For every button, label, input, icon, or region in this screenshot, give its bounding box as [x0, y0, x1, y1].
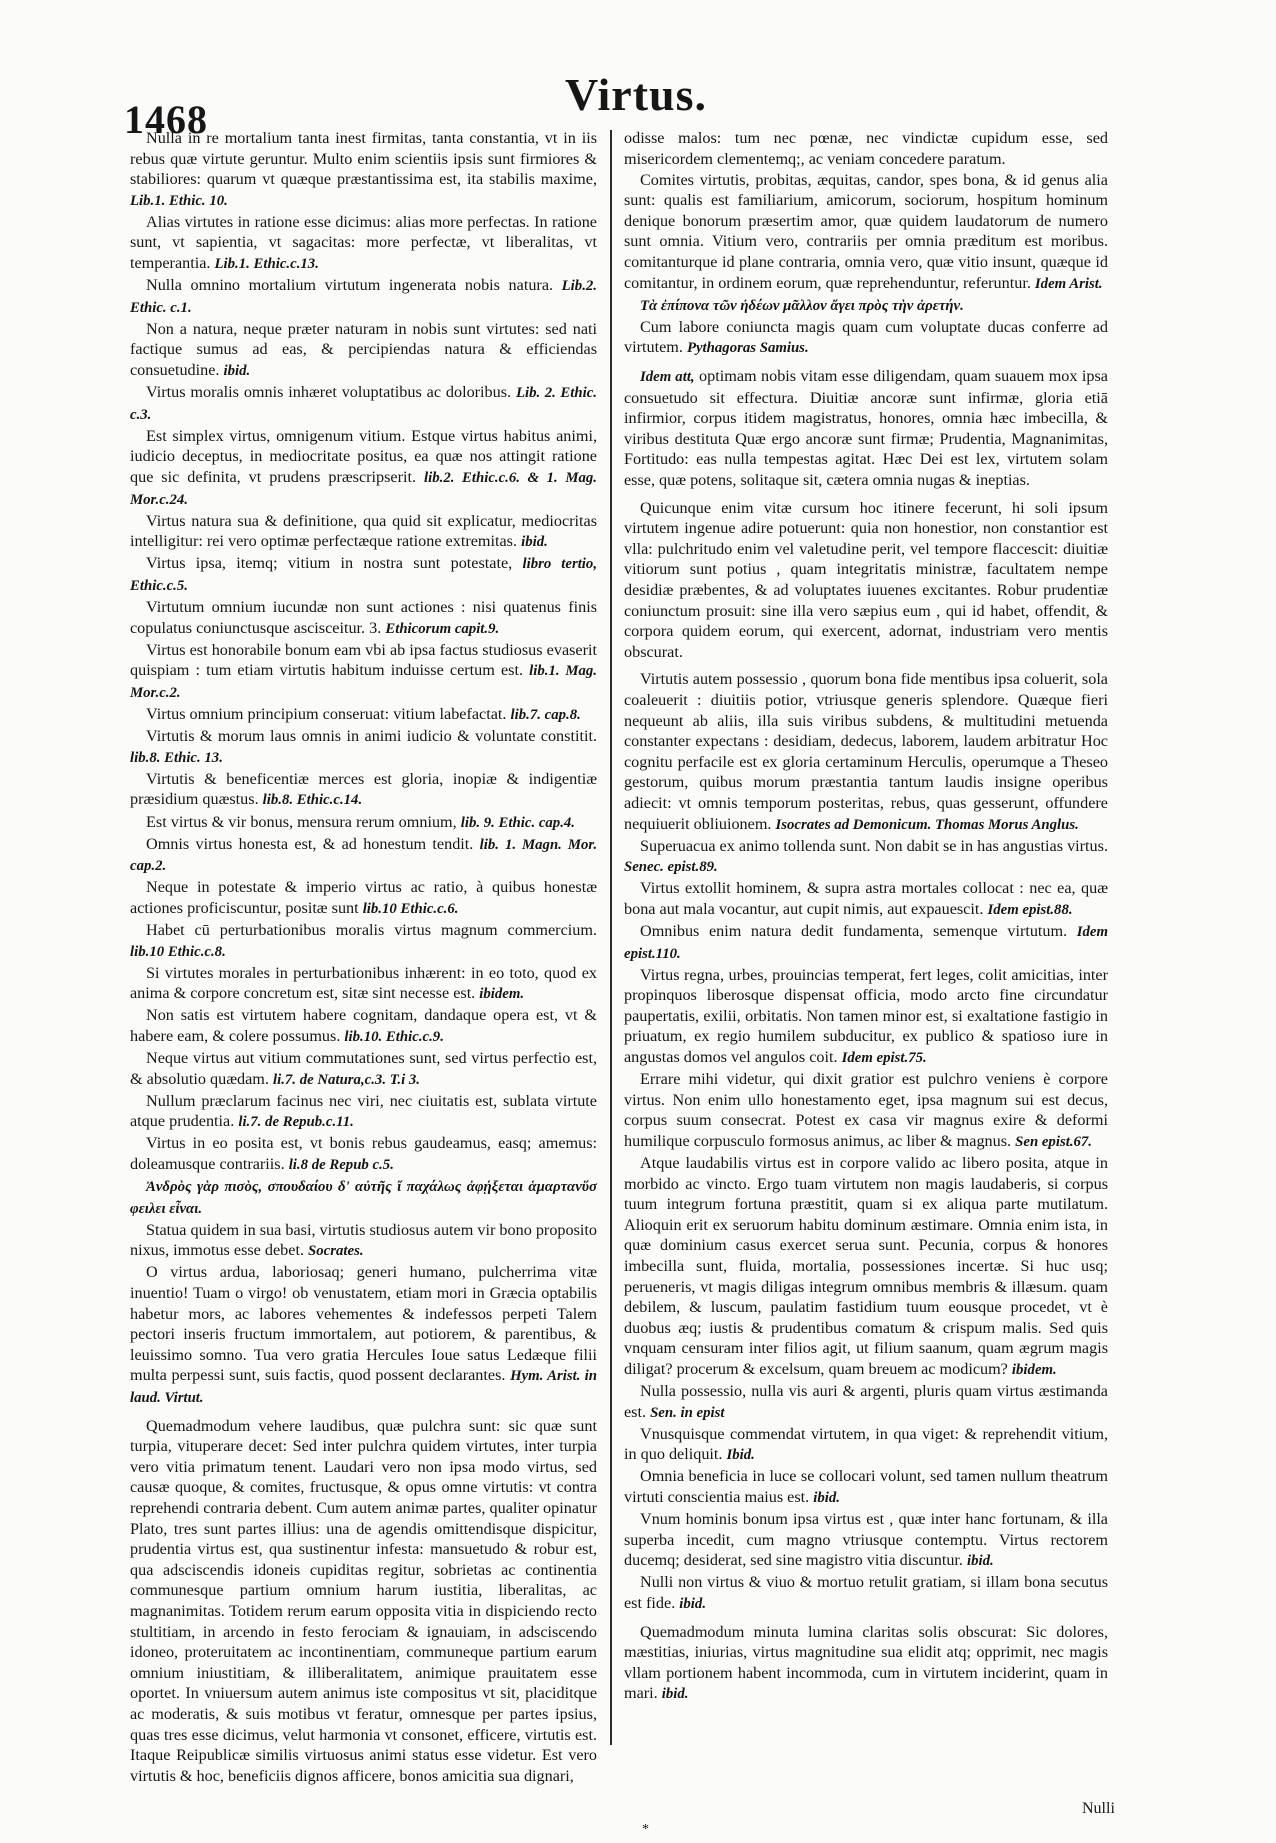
- source-citation: lib.7. cap.8.: [510, 707, 581, 724]
- quotation-text: Superuacua ex animo tollenda sunt. Non dabit se in has angustias virtus.: [640, 836, 1108, 855]
- quotation-text: Virtus regna, urbes, prouincias temperat, fert leges, colit amicitias, inter propinquos liberosque dispensat officia, modo arcto fine circundatur paupertatis, exilii, orbitatis. Non tamen minor est, si exaltatione fastigio in priuatum, ex regio humilem subducitur, ex publico & spatioso iure in angustas domos vel angulos coit.: [624, 965, 1108, 1067]
- source-citation: Idem epist.75.: [841, 1050, 927, 1067]
- quotation-paragraph: [130, 726, 597, 768]
- quotation-paragraph: [130, 769, 597, 811]
- source-citation: li.7. de Natura,c.3. T.i 3.: [272, 1071, 420, 1088]
- greek-quotation: Τὰ ἐπίπονα τῶν ἡδέων μᾶλλον ἄγει πρὸς τὴν ἀρετήν.: [640, 297, 964, 314]
- source-citation: ibid.: [813, 1490, 840, 1506]
- source-citation: Pythagoras Samius.: [686, 340, 809, 357]
- quotation-text: Virtutis & beneficentiæ merces est gloria, inopiæ & indigentiæ præsidium quæstus.: [130, 769, 597, 809]
- quotation-paragraph: [624, 1069, 1108, 1152]
- quotation-text: Comites virtutis, probitas, æquitas, candor, spes bona, & id genus alia sunt: qualis est familiarium, amicorum, sociorum, hospitum hominum denique bonorum præsertim amor, quæ quidem laudatorum de numero sunt omnia. Vitium vero, contrariis per omnia præditum est moribus. comitanturque id plane contraria, omnia vero, quæ vitio insunt, quæque id comitantur, in ordinem eorum, quæ reprehenduntur, referuntur.: [624, 170, 1108, 292]
- quotation-text: Virtutum omnium iucundæ non sunt actiones : nisi quatenus finis copulatus coniunctusque ascisceitur. 3.: [130, 598, 597, 637]
- quotation-text: Est virtus & vir bonus, mensura rerum omnium,: [146, 812, 457, 831]
- quotation-paragraph: [130, 834, 597, 877]
- quotation-text: Statua quidem in sua basi, virtutis studiosus autem vir bono proposito nixus, immotus esse debet.: [130, 1220, 597, 1260]
- quotation-text: Habet cū perturbationibus moralis virtus magnum commercium.: [146, 920, 597, 939]
- source-citation: Idem epist.88.: [987, 901, 1073, 918]
- quotation-paragraph: [130, 963, 597, 1005]
- source-citation: Lib.1. Ethic. 10.: [130, 192, 228, 209]
- quotation-text: Omnibus enim natura dedit fundamenta, semenque virtutum.: [640, 921, 1068, 940]
- speaker-attribution: Idem att,: [640, 369, 695, 386]
- source-citation: lib.10 Ethic.c.6.: [362, 900, 459, 917]
- quotation-text: Vnusquisque commendat virtutem, in qua viget: & reprehendit vitium, in quo deliquit.: [624, 1424, 1108, 1464]
- quotation-paragraph: [130, 319, 597, 382]
- quotation-paragraph: [624, 295, 1108, 317]
- source-citation: lib.10. Ethic.c.9.: [344, 1028, 444, 1045]
- quotation-text: Omnia beneficia in luce se collocari volunt, sed tamen nullum theatrum virtuti conscientia maius est.: [624, 1467, 1108, 1506]
- quotation-paragraph: [624, 1153, 1108, 1381]
- quotation-text: Nulli non virtus & viuo & mortuo retulit gratiam, si illam bona secutus est fide.: [624, 1573, 1108, 1612]
- quotation-text: Virtus ipsa, itemq; vitium in nostra sunt potestate,: [146, 554, 513, 573]
- quotation-paragraph: [624, 1572, 1108, 1614]
- source-citation: li.8 de Repub c.5.: [288, 1157, 394, 1173]
- quotation-paragraph: [130, 1416, 597, 1787]
- source-citation: Idem Arist.: [1034, 275, 1103, 292]
- quotation-paragraph: [130, 212, 597, 275]
- quotation-text: Atque laudabilis virtus est in corpore valido ac libero posita, atque in morbido ac vincto. Ergo tuam virtutem non magis laudaberis, si corpus tuum integrum fortuna præstitit, quam si ex aliqua parte mutilatum. Alioquin erit ex seruorum habitu dominum æstimare. Omnia enim ista, in quæ dominium casus exercet serua sunt. Pecunia, corpus & honores imbecilla sunt, fluida, mortalia, possessiones incertæ. Si huc usq; perueneris, vt magis diligas integrum omnibus membris & illæsum. quam debilem, & luscum, paulatim fastidium tuum eousque procedet, vt è duobus æq; iustis & prudentibus comatum & crispum malis. Sed quis vnquam censuram inter filios agit, ut filium saanum, quam ægrum magis diligat? procerum & excelsum, quam breuem ac modicum?: [624, 1154, 1108, 1378]
- quotation-text: Virtutis autem possessio , quorum bona fide mentibus ipsa coluerit, sola coaleuerit : diuitiis potior, vtriusque generis splendore. Quæque fieri nequeunt ab aliis, illa suis viribus subdens, & multitudini metuenda constanter expectans : desidiam, dedecus, laborem, laudem arbitratur Hoc cognitu perfacile est ex gloria certaminum Herculis, operumque a Theseo gestorum, quibus morum præstantia tantum laudis insigne operibus adiecit: vt omnis temporum posteritas, rebus, quas gesserunt, offundere nequiuerit obliuionem.: [624, 670, 1108, 833]
- quotation-text: Non satis est virtutem habere cognitam, dandaque opera est, vt & habere eam, & colere possumus.: [130, 1006, 597, 1045]
- quotation-paragraph: [624, 921, 1108, 964]
- source-citation: Senec. epist.89.: [624, 859, 718, 876]
- quotation-paragraph: [130, 128, 597, 211]
- quotation-paragraph: [624, 317, 1108, 359]
- quotation-text: Nullum præclarum facinus nec viri, nec ciuitatis est, sublata virtute atque prudentia.: [130, 1091, 597, 1131]
- source-citation: lib.2. Ethic.c.6. & 1. Mag. Mor.c.24.: [130, 470, 597, 508]
- quotation-text: Nulla possessio, nulla vis auri & argenti, pluris quam virtus æstimanda est.: [624, 1382, 1108, 1421]
- quotation-text: Quicunque enim vitæ cursum hoc itinere fecerunt, hi soli ipsum virtutem ingenue adire potuerunt: quia non honestior, non constantior est vlla: pulchritudo enim vel valetudine perit, vel tempore flaccescit: diuitiæ vitiorum sunt potius , quam integritatis ministræ, facultatem nempe desidiæ præbentes, & ad voluptates iuuenes excitantes. Robur prudentiæ coniunctum prosuit: sine illa vero sæpius eum , qui id habet, offendit, & corpora quidem eorum, qui exercent, adornat, industriam vero mentis obscurat.: [624, 498, 1108, 661]
- quotation-paragraph: [624, 1381, 1108, 1423]
- quotation-text: Quemadmodum minuta lumina claritas solis obscurat: Sic dolores, mæstitias, iniurias, virtus magnitudine sua elidit atq; opprimit, nec magis vllam portionem habent incommoda, cum in virtutem inciderint, quam in mari.: [624, 1622, 1108, 1703]
- quotation-text: Virtus est honorabile bonum eam vbi ab ipsa factus studiosus evaserit quispiam : tum etiam virtutis habitum induisse certum est.: [130, 640, 597, 680]
- quotation-paragraph: [624, 128, 1108, 169]
- quotation-text: Quemadmodum vehere laudibus, quæ pulchra sunt: sic quæ sunt turpia, vituperare decet: Sed inter pulchra quidem virtutes, inter turpia vero vitia primatum tenent. Laudari vero non ipsa modo virtus, sed causæ quoque, & comites, fructusque, & opus omne virtutis: vt contra reprehendi contraria debent. Cum autem animæ partes, qualiter opinatur Plato, tres sunt partes illius: una de agendis omittendisque dispicitur, prudentia virtus est, qua sustinentur infesta: mansuetudo & robur est, qua adsciscendis idoneis cupiditas regitur, sobrietas ac continentia communesque partium omnium harum iustitia, liberalitas, ac magnanimitas. Totidem rerum earum opposita vitia in dispiciendo recto stultitiam, in arcendo in festo ferociam & ignauiam, in adsciscendo idoneo, proteruitatem ac incontinentiam, communeque partium earum omnium iniustitiam, & illiberalitatem, animique prauitatem esse oportet. In vniuersum autem animus iste compositus vt sit, placiditque ac moderatis, & suis motibus vt feratur, omnesque per partes ipsius, quas tres esse dicimus, velut harmonia vt consonet, efficere, virtutis est. Itaque Reipublicæ similis virtuosus animi status esse videtur. Est vero virtutis & hoc, beneficiis dignos afficere, bonos amicitia sua dignari,: [130, 1416, 597, 1785]
- quotation-paragraph: [130, 553, 597, 596]
- left-column: [130, 128, 597, 1787]
- quotation-text: Nulla omnino mortalium virtutum ingenerata nobis natura.: [146, 276, 554, 295]
- quotation-paragraph: [130, 920, 597, 962]
- quotation-paragraph: [130, 426, 597, 510]
- source-citation: ibid.: [223, 363, 251, 380]
- source-citation: ibidem.: [479, 986, 525, 1003]
- quotation-paragraph: [130, 1133, 597, 1175]
- quotation-paragraph: [624, 1509, 1108, 1572]
- source-citation: lib.8. Ethic.c.14.: [262, 792, 363, 809]
- quotation-paragraph: [624, 1622, 1108, 1705]
- source-citation: li.7. de Repub.c.11.: [238, 1114, 354, 1131]
- source-citation: ibidem.: [1011, 1361, 1057, 1378]
- source-citation: lib.1. Mag. Mor.c.2.: [130, 663, 597, 701]
- quotation-text: Est simplex virtus, omnigenum vitium. Estque virtus habitus animi, iudicio deceptus, in mediocritate positus, ea quæ nos attingit ratione que sic definita, vt prudens præscripserit.: [130, 426, 597, 486]
- quotation-paragraph: [130, 704, 597, 726]
- right-column: [624, 128, 1108, 1705]
- quotation-text: Virtutis & morum laus omnis in animi iudicio & voluntate constitit.: [146, 727, 597, 746]
- quotation-text: Neque virtus aut vitium commutationes sunt, sed virtus perfectio est, & absolutio quædam.: [130, 1049, 597, 1088]
- quotation-paragraph: [624, 1424, 1108, 1466]
- quotation-text: O virtus ardua, laboriosaq; generi humano, pulcherrima vitæ inuentio! Tuam o virgo! ob venustatem, etiam mori in Græcia optabilis habetur mors, ac labores vehementes & indefessos perpeti Talem pectori inseris fructum immortalem, aut potiorem, & parentibus, & leuissimo somno. Tua vero gratia Hercules Ioue satus Ledæque filii multa perpessi sunt, suis factis, quod possent declarantes.: [130, 1263, 597, 1385]
- quotation-text: optimam nobis vitam esse diligendam, quam suauem mox ipsa consuetudo sit effectura. Diuitiæ ancoræ sunt infirmæ, gloria etiā infirmior, corpus itidem magistratus, honores, omnia hæc imbecilla, & viribus destituta Quæ ergo ancoræ sunt firmæ; Prudentia, Magnanimitas, Fortitudo: eas nulla tempestas agitat. Hæc Dei est lex, virtutem solam esse, quæ potens, solitaque sit, cætera omnia nugas & ineptias.: [624, 367, 1108, 489]
- quotation-paragraph: [130, 812, 597, 834]
- source-citation: Lib.2. Ethic. c.1.: [130, 278, 597, 316]
- greek-quotation: Ἀνδρὸς γὰρ πισὸς, σπουδαίου δ' αὐτῆς ἴ παχάλως ἀφῄξεται ἁμαρτανὕσ φειλει εἶναι.: [130, 1179, 597, 1217]
- quotation-paragraph: [624, 965, 1108, 1069]
- signature-mark: *: [642, 1822, 649, 1837]
- source-citation: Ibid.: [726, 1447, 755, 1464]
- quotation-paragraph: [130, 1091, 597, 1133]
- quotation-text: Virtus in eo posita est, vt bonis rebus gaudeamus, easq; amemus: doleamusque contrariis.: [130, 1134, 597, 1173]
- quotation-paragraph: [624, 836, 1108, 878]
- source-citation: Ethicorum capit.9.: [385, 620, 500, 637]
- source-citation: ibid.: [661, 1686, 689, 1703]
- source-citation: libro tertio, Ethic.c.5.: [130, 556, 598, 594]
- source-citation: Socrates.: [308, 1243, 364, 1260]
- running-title: Virtus.: [565, 69, 708, 120]
- source-citation: Isocrates ad Demonicum. Thomas Morus Anglus.: [775, 816, 1079, 833]
- quotation-text: Errare mihi videtur, qui dixit gratior est pulchro veniens è corpore virtus. Non enim ullo honestamento eget, ipsa magnum sui est decus, corpus suum consecrat. Potest ex casa vir magnus exire & deformi humilique corpusculo formosus animus, ac liber & magnus.: [624, 1070, 1108, 1150]
- column-rule: [610, 130, 612, 1745]
- quotation-paragraph: [130, 1220, 597, 1262]
- quotation-paragraph: [130, 382, 597, 425]
- quotation-paragraph: [130, 640, 597, 704]
- quotation-text: odisse malos: tum nec pœnæ, nec vindictæ cupidum esse, sed misericordem clementemq;, ac veniam concedere paratum.: [624, 129, 1108, 168]
- quotation-paragraph: [624, 366, 1108, 491]
- quotation-text: Virtus extollit hominem, & supra astra mortales collocat : nec ea, quæ bona aut mala vocantur, aut cupit nimis, aut expauescit.: [624, 879, 1108, 918]
- source-citation: ibid.: [967, 1553, 994, 1570]
- quotation-paragraph: [130, 1005, 597, 1047]
- quotation-text: Omnis virtus honesta est, & ad honestum tendit.: [146, 834, 474, 853]
- source-citation: Sen. in epist: [650, 1404, 725, 1421]
- source-citation: lib. 1. Magn. Mor. cap.2.: [130, 836, 598, 875]
- source-citation: ibid.: [521, 534, 548, 551]
- quotation-paragraph: [130, 275, 597, 318]
- quotation-paragraph: [624, 1466, 1108, 1508]
- quotation-paragraph: [130, 1048, 597, 1090]
- source-citation: Sen epist.67.: [1015, 1133, 1093, 1150]
- quotation-text: Vnum hominis bonum ipsa virtus est , quæ inter hanc fortunam, & illa superba incedit, cum magno vtriusque contemptu. Virtus rectorem ducemq; desiderat, sed sine magistro vitia discuntur.: [624, 1510, 1108, 1570]
- catchword: Nulli: [1082, 1800, 1115, 1817]
- quotation-paragraph: [624, 170, 1108, 295]
- quotation-paragraph: [130, 877, 597, 919]
- quotation-text: Alias virtutes in ratione esse dicimus: alias more perfectas. In ratione sunt, vt sapientia, vt sagacitas: more perfectæ, vt liberalitas, vt temperantia.: [130, 212, 597, 273]
- source-citation: lib.10 Ethic.c.8.: [130, 943, 226, 960]
- quotation-text: Nulla in re mortalium tanta inest firmitas, tanta constantia, vt in iis rebus quæ virtute geruntur. Multo enim scientiis ipsis sunt firmiores & stabiliores: quarum vt quæque præstantissima est, ita stabilis maxime,: [130, 129, 597, 189]
- quotation-text: Virtus omnium principium conseruat: vitium labefactat.: [146, 705, 507, 724]
- page-number: 1468: [124, 97, 208, 142]
- quotation-paragraph: [624, 498, 1108, 663]
- quotation-text: Virtus natura sua & definitione, qua quid sit explicatur, mediocritas intelligitur: rei vero optimæ perfectæque ratione extremitas.: [130, 511, 597, 551]
- quotation-paragraph: [130, 1176, 597, 1219]
- quotation-text: Neque in potestate & imperio virtus ac ratio, à quibus honestæ actiones proficiscuntur, positæ sunt: [130, 878, 597, 917]
- quotation-text: Cum labore coniuncta magis quam cum voluptate ducas conferre ad virtutem.: [624, 317, 1108, 357]
- source-citation: Idem epist.110.: [624, 923, 1108, 962]
- source-citation: Lib.1. Ethic.c.13.: [214, 256, 319, 273]
- quotation-paragraph: [130, 1262, 597, 1408]
- source-citation: lib. 9. Ethic. cap.4.: [460, 814, 575, 831]
- quotation-paragraph: [624, 669, 1108, 835]
- source-citation: Lib. 2. Ethic. c.3.: [130, 385, 597, 423]
- source-citation: Hym. Arist. in laud. Virtut.: [130, 1368, 598, 1407]
- source-citation: lib.8. Ethic. 13.: [130, 749, 223, 766]
- source-citation: ibid.: [679, 1595, 707, 1612]
- quotation-text: Virtus moralis omnis inhæret voluptatibus ac doloribus.: [146, 383, 512, 402]
- quotation-paragraph: [624, 878, 1108, 920]
- quotation-paragraph: [130, 597, 597, 639]
- quotation-paragraph: [130, 511, 597, 553]
- quotation-text: Non a natura, neque præter naturam in nobis sunt virtutes: sed nati factique sumus ad eas, & percipiendas natura & efficiendas consuetudine.: [130, 319, 597, 380]
- quotation-text: Si virtutes morales in perturbationibus inhærent: in eo toto, quod ex anima & corpore concretum est, sitæ sint necesse est.: [130, 963, 597, 1003]
